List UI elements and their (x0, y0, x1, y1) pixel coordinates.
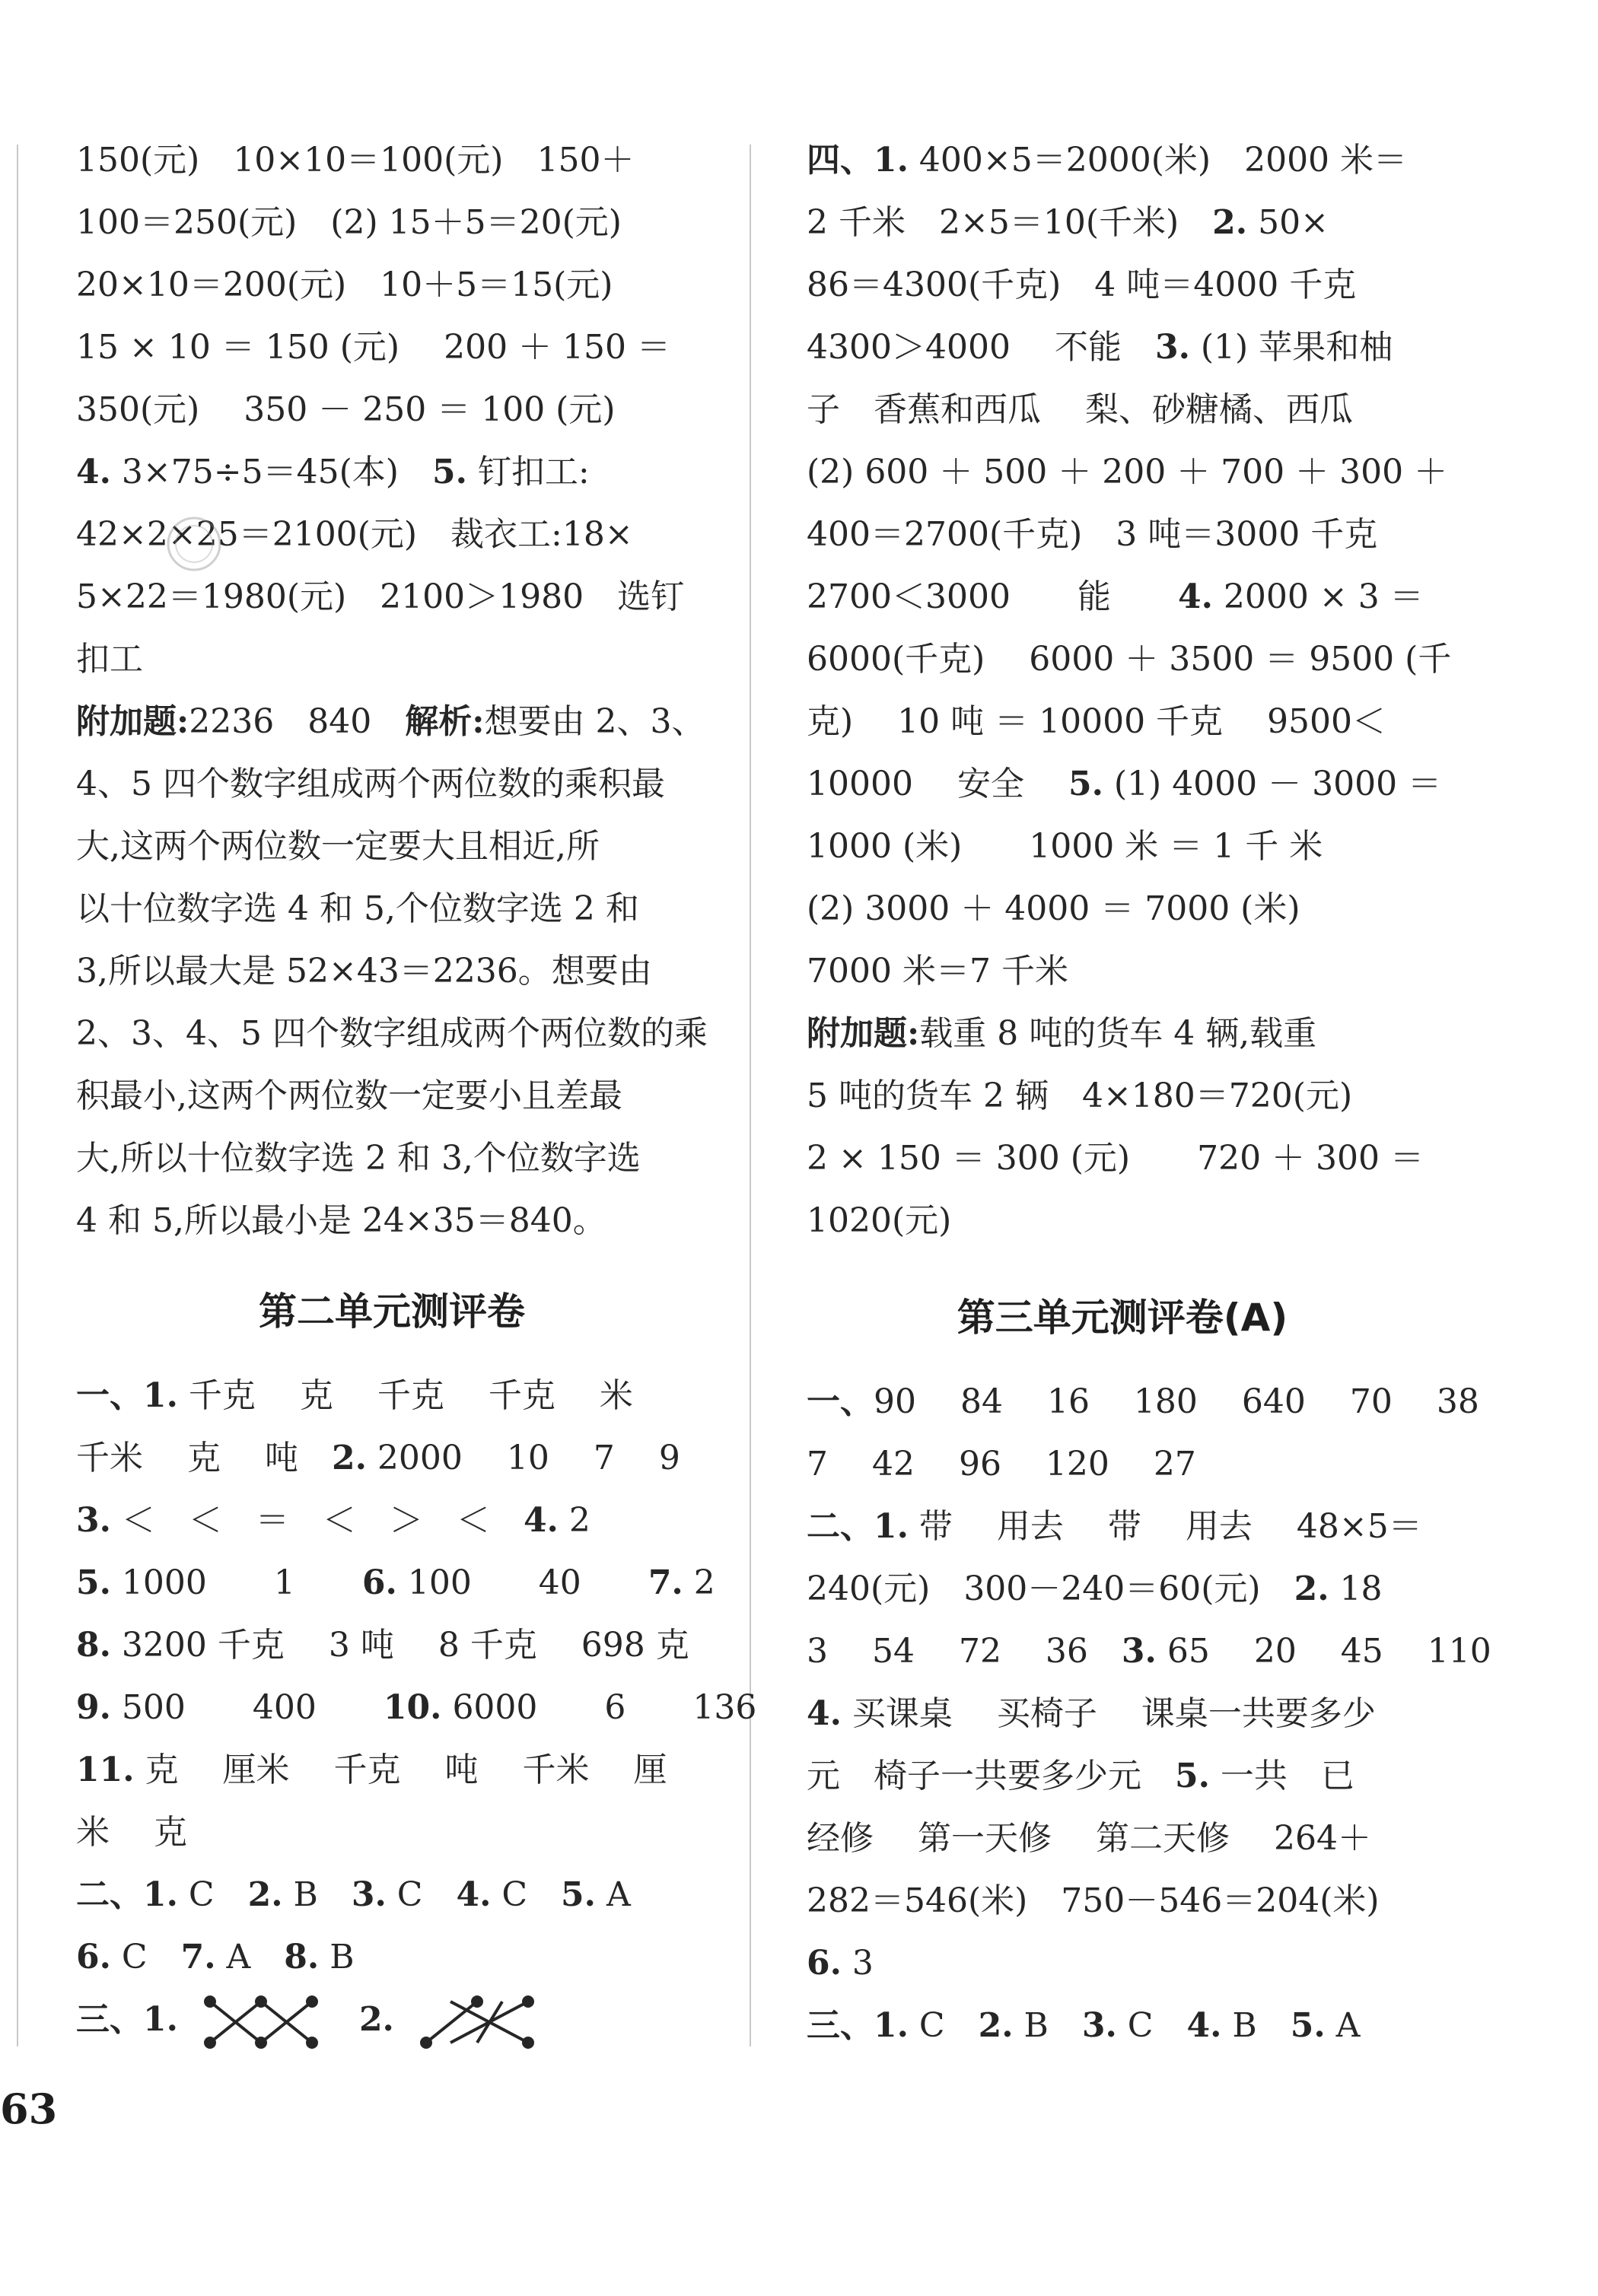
answer-text: 10000 安全 (807, 765, 1068, 803)
question-number: 2. (978, 2006, 1014, 2045)
answer-text: 6000 6 136 (441, 1688, 757, 1727)
answer-line (807, 1870, 1438, 1932)
question-number: 4. (523, 1501, 559, 1540)
matching-line (76, 1989, 708, 2051)
answer-text: 钉扣工: (466, 453, 590, 491)
answer-text: 千克 克 千克 千克 米 (177, 1376, 633, 1415)
answer-line (807, 1745, 1438, 1808)
answer-text: 5×22＝1980(元) 2100＞1980 选钉 (76, 577, 685, 616)
question-number: 3. (351, 1875, 387, 1914)
left-margin-rule (17, 145, 18, 2046)
answer-text: 100 40 (396, 1563, 648, 1602)
question-number: 2. (331, 1439, 367, 1477)
answer-text: 2236 840 (189, 702, 406, 741)
answer-line (76, 1552, 715, 1614)
question-number: 二、1. (76, 1875, 178, 1914)
question-number: 5. (431, 453, 467, 491)
answer-text: 400×5＝2000(米) 2000 米＝ (908, 141, 1408, 180)
answer-text: 42×2×25＝2100(元) 裁衣工:18× (76, 515, 633, 554)
answer-line (76, 1739, 708, 1802)
answer-text: (2) 600 ＋ 500 ＋ 200 ＋ 700 ＋ 300 ＋ (807, 453, 1448, 491)
answer-line (807, 254, 1438, 316)
answer-line (76, 1365, 708, 1427)
question-number: 5. (1068, 765, 1103, 803)
answer-text: 2000 10 7 9 (366, 1439, 680, 1477)
question-number: 一、 (807, 1382, 874, 1421)
answer-line (807, 192, 1438, 254)
answer-text: 4300＞4000 不能 (807, 328, 1155, 367)
answer-line (807, 1190, 1438, 1252)
answer-line (76, 691, 708, 753)
answer-text: 3×75÷5＝45(本) (110, 453, 432, 491)
answer-line (807, 878, 1438, 940)
question-number: 3. (76, 1501, 111, 1540)
faint-stamp-mark (164, 514, 224, 574)
answer-line (807, 1808, 1438, 1870)
answer-text: C (386, 1875, 457, 1914)
answer-text: 65 20 45 110 (1156, 1632, 1491, 1671)
answer-line (76, 1864, 708, 1926)
page-number: 63 (0, 2085, 58, 2133)
answer-text: 50× (1247, 203, 1329, 242)
answer-line (807, 1932, 1438, 1995)
right-column (807, 129, 1491, 2057)
answer-text: (2) 3000 ＋ 4000 ＝ 7000 (米) (807, 889, 1300, 928)
answer-line (807, 691, 1438, 753)
answer-text: 240(元) 300－240＝60(元) (807, 1569, 1294, 1608)
answer-line (807, 504, 1438, 566)
answer-line (76, 1065, 708, 1127)
answer-line (76, 1614, 708, 1677)
answer-text: B (319, 1938, 355, 1976)
answer-line (76, 566, 708, 628)
unit-three-heading: 第三单元测评卷(A) (957, 1296, 1288, 1340)
question-number: 4. (1186, 2006, 1222, 2045)
matching-diagram-2 (420, 1995, 534, 2049)
answer-line (76, 816, 708, 878)
question-number: 6. (807, 1944, 842, 1983)
answer-text: ＜ ＜ ＝ ＜ ＞ ＜ (110, 1501, 524, 1540)
matching-diagram-1 (204, 1995, 318, 2049)
answer-line (807, 1003, 1438, 1065)
answer-text: B (1221, 2006, 1291, 2045)
answer-text: 1020(元) (807, 1201, 952, 1240)
right-answers-unit-one-continued (807, 129, 1452, 1252)
answer-text: 克 厘米 千克 吨 千米 厘 (134, 1751, 667, 1789)
answer-text: C (177, 1875, 248, 1914)
question-number: 10. (383, 1688, 442, 1727)
unit-two-heading: 第二单元测评卷 (259, 1290, 525, 1334)
answer-text: 7000 米＝7 千米 (807, 952, 1068, 991)
answer-text: 以十位数字选 4 和 5,个位数字选 2 和 (76, 889, 639, 928)
answer-line (76, 1190, 708, 1252)
question-number: 5. (1175, 1757, 1210, 1795)
question-number: 6. (361, 1563, 397, 1602)
answer-text: 5 吨的货车 2 辆 4×180＝720(元) (807, 1076, 1353, 1115)
answer-line (807, 1620, 1491, 1683)
question-number: 3. (1081, 2006, 1117, 2045)
answer-line (807, 1371, 1479, 1433)
answer-text: B (282, 1875, 352, 1914)
answer-line (807, 816, 1438, 878)
question-number: 3. (1154, 328, 1190, 367)
left-answers-unit-two (76, 1365, 757, 1989)
column-divider-rule (750, 145, 751, 2046)
question-number: 4. (456, 1875, 492, 1914)
answer-line (76, 1003, 708, 1065)
question-number: 3. (1121, 1632, 1157, 1671)
answer-text: 2000 × 3 ＝ (1212, 577, 1424, 616)
question-number: 11. (76, 1751, 135, 1789)
answer-text: 2、3、4、5 四个数字组成两个两位数的乘 (76, 1014, 708, 1053)
answer-line (807, 379, 1438, 441)
answer-text: C (908, 2006, 979, 2045)
answer-line (76, 1427, 708, 1490)
answer-text: 买课桌 买椅子 课桌一共要多少 (841, 1694, 1376, 1733)
answer-line (807, 316, 1438, 379)
answer-text: 282＝546(米) 750－546＝204(米) (807, 1881, 1380, 1920)
answer-line (76, 192, 708, 254)
answer-text: A (595, 1875, 631, 1914)
answer-line (76, 753, 708, 816)
answer-text: 2 千米 2×5＝10(千米) (807, 203, 1213, 242)
question-number: 2. (1212, 203, 1248, 242)
answer-line (76, 316, 708, 379)
answer-text: C (110, 1938, 181, 1976)
answer-text: 扣工 (76, 640, 143, 679)
answer-text: 18 (1329, 1569, 1383, 1608)
answer-line (76, 1677, 757, 1739)
question-number: 5. (561, 1875, 596, 1914)
answer-text: 4 和 5,所以最小是 24×35＝840。 (76, 1201, 606, 1240)
answer-text: 一共 已 (1209, 1757, 1354, 1795)
answer-text: 2 × 150 ＝ 300 (元) 720 ＋ 300 ＝ (807, 1139, 1425, 1178)
question-number: 三、1. (807, 2006, 909, 2045)
answer-text: 积最小,这两个两位数一定要小且差最 (76, 1076, 622, 1115)
answer-text: 150(元) 10×10＝100(元) 150＋ (76, 141, 635, 180)
question-number: 4. (807, 1694, 842, 1733)
left-answers-unit-one-continued (76, 129, 708, 1252)
matching-label-2: 2. (358, 2000, 394, 2039)
answer-text: 米 克 (76, 1813, 187, 1852)
answer-text: 克) 10 吨 ＝ 10000 千克 9500＜ (807, 702, 1386, 741)
answer-text: 500 400 (110, 1688, 384, 1727)
question-number: 一、1. (76, 1376, 178, 1415)
answer-line (807, 1127, 1438, 1190)
question-number: 9. (76, 1688, 111, 1727)
answer-text: (1) 4000 － 3000 ＝ (1103, 765, 1442, 803)
answer-text: A (1325, 2006, 1361, 2045)
answer-line (76, 441, 708, 504)
answer-text: (1) 苹果和柚 (1189, 328, 1393, 367)
answer-text: 载重 8 吨的货车 4 辆,载重 (919, 1014, 1317, 1053)
question-number: 6. (76, 1938, 111, 1976)
answer-line (807, 628, 1452, 691)
answer-text: 6000(千克) 6000 ＋ 3500 ＝ 9500 (千 (807, 640, 1452, 679)
answer-line (807, 1558, 1438, 1620)
answer-text: 子 香蕉和西瓜 梨、砂糖橘、西瓜 (807, 390, 1353, 429)
answer-text: 90 84 16 180 640 70 38 (874, 1382, 1479, 1421)
right-answers-unit-three (807, 1371, 1491, 2057)
answer-line (807, 129, 1438, 192)
answer-line (76, 1127, 708, 1190)
answer-text: 元 椅子一共要多少元 (807, 1757, 1175, 1795)
answer-line (807, 1065, 1438, 1127)
question-number: 7. (180, 1938, 216, 1976)
question-number: 附加题: (76, 702, 189, 741)
answer-text: 想要由 2、3、 (484, 702, 705, 741)
question-number: 4. (1177, 577, 1213, 616)
question-number: 8. (76, 1626, 111, 1665)
answer-text: 1000 (米) 1000 米 ＝ 1 千 米 (807, 827, 1323, 866)
answer-text: 86＝4300(千克) 4 吨＝4000 千克 (807, 266, 1357, 304)
answer-text: 3200 千克 3 吨 8 千克 698 克 (110, 1626, 689, 1665)
answer-text: 100＝250(元) (2) 15＋5＝20(元) (76, 203, 622, 242)
answer-text: C (491, 1875, 562, 1914)
answer-text: 带 用去 带 用去 48×5＝ (908, 1507, 1422, 1546)
answer-line (76, 254, 708, 316)
answer-line (807, 1433, 1438, 1496)
answer-text: 2 (558, 1501, 590, 1540)
answer-text: 2700＜3000 能 (807, 577, 1178, 616)
question-number: 5. (1290, 2006, 1326, 2045)
answer-text: 3 54 72 36 (807, 1632, 1122, 1671)
answer-text: 4、5 四个数字组成两个两位数的乘积最 (76, 765, 665, 803)
answer-line (807, 1496, 1438, 1558)
question-number: 附加题: (807, 1014, 920, 1053)
answer-text: 大,这两个两位数一定要大且相近,所 (76, 827, 600, 866)
question-number: 四、1. (807, 141, 909, 180)
question-number: 2. (1294, 1569, 1329, 1608)
question-number: 2. (247, 1875, 283, 1914)
question-number: 4. (76, 453, 111, 491)
answer-text: 千米 克 吨 (76, 1439, 332, 1477)
answer-line (76, 1490, 708, 1552)
answer-line (76, 1926, 708, 1989)
answer-line (807, 940, 1438, 1003)
answer-text: 20×10＝200(元) 10＋5＝15(元) (76, 266, 613, 304)
answer-line (76, 628, 708, 691)
answer-text: 3,所以最大是 52×43＝2236。想要由 (76, 952, 652, 991)
answer-text: 大,所以十位数字选 2 和 3,个位数字选 (76, 1139, 641, 1178)
answer-line (76, 379, 708, 441)
question-number: 8. (284, 1938, 320, 1976)
answer-text: 15 × 10 ＝ 150 (元) 200 ＋ 150 ＝ (76, 328, 670, 367)
answer-text: 经修 第一天修 第二天修 264＋ (807, 1819, 1371, 1858)
answer-line (76, 1802, 708, 1864)
question-number: 7. (648, 1563, 683, 1602)
answer-line (807, 566, 1438, 628)
answer-text: 3 (841, 1944, 874, 1983)
answer-text: 7 42 96 120 27 (807, 1445, 1196, 1483)
left-column (76, 129, 757, 2051)
answer-line (807, 753, 1442, 816)
answer-line (76, 129, 708, 192)
answer-text: 1000 1 (110, 1563, 362, 1602)
answer-line (76, 878, 708, 940)
question-number: 5. (76, 1563, 111, 1602)
answer-text: C (1116, 2006, 1187, 2045)
answer-line (76, 940, 708, 1003)
answer-line (807, 1995, 1438, 2057)
answer-line (807, 441, 1448, 504)
answer-text: A (215, 1938, 285, 1976)
matching-label-1: 三、1. (76, 2000, 178, 2039)
question-number: 解析: (405, 702, 485, 741)
answer-text: 350(元) 350 － 250 ＝ 100 (元) (76, 390, 616, 429)
question-number: 二、1. (807, 1507, 909, 1546)
answer-text: 400＝2700(千克) 3 吨＝3000 千克 (807, 515, 1378, 554)
answer-line (807, 1683, 1438, 1745)
answer-text: B (1013, 2006, 1082, 2045)
answer-text: 2 (683, 1563, 715, 1602)
